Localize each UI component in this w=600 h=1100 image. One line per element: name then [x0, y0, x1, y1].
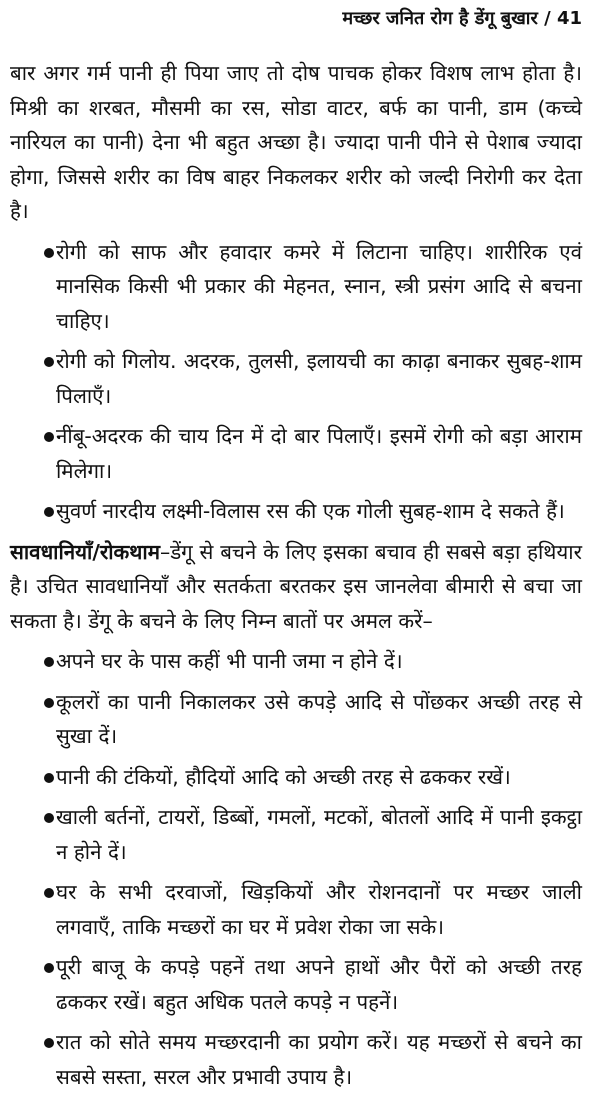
care-item-text: रोगी को गिलोय. अदरक, तुलसी, इलायची का काढ़ा बनाकर सुबह-शाम पिलाएँ।	[56, 349, 582, 408]
precautions-paragraph	[10, 535, 582, 639]
care-item-text: नींबू-अदरक की चाय दिन में दो बार पिलाएँ। इसमें रोगी को बड़ा आराम मिलेगा।	[56, 424, 582, 483]
care-item	[10, 344, 582, 413]
precaution-item	[10, 875, 582, 944]
precaution-item	[10, 800, 582, 869]
running-header: मच्छर जनित रोग है डेंगू बुखार / 41	[342, 8, 582, 29]
precautions-text: –डेंगू से बचने के लिए इसका बचाव ही सबसे बड़ा हथियार है। उचित सावधानियाँ और सतर्कता बरतकर इस जानलेवा बीमारी से बचा जा सकता है। डेंगू के बचने के लिए निम्न बातों पर अमल करें–	[10, 539, 582, 633]
precaution-item-text: अपने घर के पास कहीं भी पानी जमा न होने दें।	[56, 649, 403, 673]
bullet-icon	[44, 773, 54, 783]
precaution-item-text: कूलरों का पानी निकालकर उसे कपड़े आदि से पोंछकर अच्छी तरह से सुखा दें।	[56, 689, 582, 748]
precaution-item	[10, 1025, 582, 1094]
precaution-item-text: घर के सभी दरवाजों, खिड़कियों और रोशनदानों पर मच्छर जाली लगवाएँ, ताकि मच्छरों का घर में प्रवेश रोका जा सके।	[56, 880, 582, 939]
bullet-icon	[44, 888, 54, 898]
precaution-item	[10, 950, 582, 1019]
bullet-icon	[44, 963, 54, 973]
precaution-item	[10, 685, 582, 754]
care-item	[10, 494, 582, 529]
bullet-icon	[44, 1038, 54, 1048]
bullet-icon	[44, 657, 54, 667]
bullet-icon	[44, 698, 54, 708]
precaution-item-text: पूरी बाजू के कपड़े पहनें तथा अपने हाथों और पैरों को अच्छी तरह ढककर रखें। बहुत अधिक पतले कपड़े न पहनें।	[56, 955, 582, 1014]
care-item-text: सुवर्ण नारदीय लक्ष्मी-विलास रस की एक गोली सुबह-शाम दे सकते हैं।	[56, 499, 565, 523]
precaution-item	[10, 760, 582, 795]
bullet-icon	[44, 432, 54, 442]
care-item	[10, 235, 582, 339]
bullet-icon	[44, 248, 54, 258]
intro-paragraph: बार अगर गर्म पानी ही पिया जाए तो दोष पाचक होकर विशष लाभ होता है। मिश्री का शरबत, मौसमी का रस, सोडा वाटर, बर्फ का पानी, डाम (कच्चे नारियल का पानी) देना भी बहुत अच्छा है। ज्यादा पानी पीने से पेशाब ज्यादा होगा, जिससे शरीर का विष बाहर निकलकर शरीर को जल्दी निरोगी कर देता है।	[10, 61, 582, 223]
care-item	[10, 419, 582, 488]
precaution-item-text: पानी की टंकियों, हौदियों आदि को अच्छी तरह से ढककर रखें।	[56, 764, 511, 789]
bullet-icon	[44, 357, 54, 367]
page-body	[10, 56, 582, 1100]
precaution-item	[10, 644, 582, 679]
care-list	[10, 235, 582, 529]
precautions-heading: सावधानियाँ/रोकथाम	[10, 539, 160, 564]
bullet-icon	[44, 813, 54, 823]
precaution-item-text: खाली बर्तनों, टायरों, डिब्बों, गमलों, मटकों, बोतलों आदि में पानी इकट्ठा न होने दें।	[56, 805, 582, 864]
precaution-item-text: रात को सोते समय मच्छरदानी का प्रयोग करें। यह मच्छरों से बचने का सबसे सस्ता, सरल और प्रभावी उपाय है।	[56, 1030, 582, 1089]
bullet-icon	[44, 507, 54, 517]
care-item-text: रोगी को साफ और हवादार कमरे में लिटाना चाहिए। शारीरिक एवं मानसिक किसी भी प्रकार की मेहनत, स्नान, स्त्री प्रसंग आदि से बचना चाहिए।	[56, 239, 582, 333]
precaution-list	[10, 644, 582, 1094]
